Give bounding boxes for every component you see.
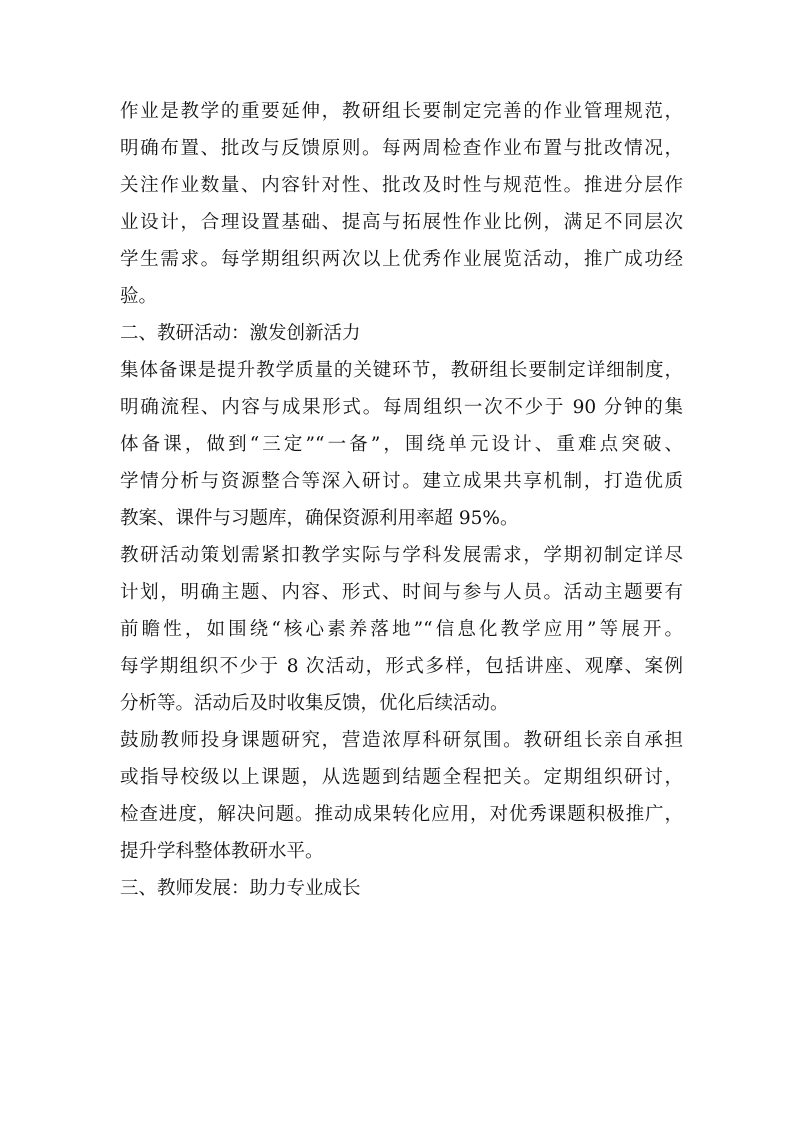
heading-text: 三、教师发展：助力专业成长 (120, 878, 361, 899)
text-line: 明确流程、内容与成果形式。每周组织一次不少于 90 分钟的集 (120, 397, 683, 418)
text-line: 前瞻性，如围绕“核心素养落地”“信息化教学应用”等展开。 (120, 619, 683, 640)
text-line: 鼓励教师投身课题研究，营造浓厚科研氛围。教研组长亲自承担 (120, 730, 683, 751)
text-line: 分析等。活动后及时收集反馈，优化后续活动。 (120, 693, 509, 714)
text-line: 学情分析与资源整合等深入研讨。建立成果共享机制，打造优质 (120, 471, 683, 492)
paragraph-activity-plan (120, 537, 683, 722)
text-line: 计划，明确主题、内容、形式、时间与参与人员。活动主题要有 (120, 582, 683, 603)
text-line: 集体备课是提升教学质量的关键环节，教研组长要制定详细制度， (120, 360, 683, 381)
section-heading-teacher-development (120, 870, 683, 907)
text-line: 提升学科整体教研水平。 (120, 841, 324, 862)
heading-text: 二、教研活动：激发创新活力 (120, 323, 361, 344)
text-line: 作业是教学的重要延伸，教研组长要制定完善的作业管理规范， (120, 101, 683, 122)
text-line: 关注作业数量、内容针对性、批改及时性与规范性。推进分层作 (120, 175, 683, 196)
text-line: 教案、课件与习题库，确保资源利用率超 95%。 (120, 508, 519, 529)
paragraph-research (120, 722, 683, 870)
paragraph-homework (120, 93, 683, 315)
text-line: 体备课，做到“三定”“一备”，围绕单元设计、重难点突破、 (120, 434, 683, 455)
section-heading-teaching-research (120, 315, 683, 352)
text-line: 每学期组织不少于 8 次活动，形式多样，包括讲座、观摩、案例 (120, 656, 683, 677)
text-line: 验。 (120, 286, 158, 307)
text-line: 学生需求。每学期组织两次以上优秀作业展览活动，推广成功经 (120, 249, 683, 270)
text-line: 明确布置、批改与反馈原则。每两周检查作业布置与批改情况， (120, 138, 683, 159)
text-line: 业设计，合理设置基础、提高与拓展性作业比例，满足不同层次 (120, 212, 683, 233)
text-line: 或指导校级以上课题，从选题到结题全程把关。定期组织研讨， (120, 767, 683, 788)
paragraph-lesson-prep (120, 352, 683, 537)
text-line: 教研活动策划需紧扣教学实际与学科发展需求，学期初制定详尽 (120, 545, 683, 566)
text-line: 检查进度，解决问题。推动成果转化应用，对优秀课题积极推广， (120, 804, 683, 825)
